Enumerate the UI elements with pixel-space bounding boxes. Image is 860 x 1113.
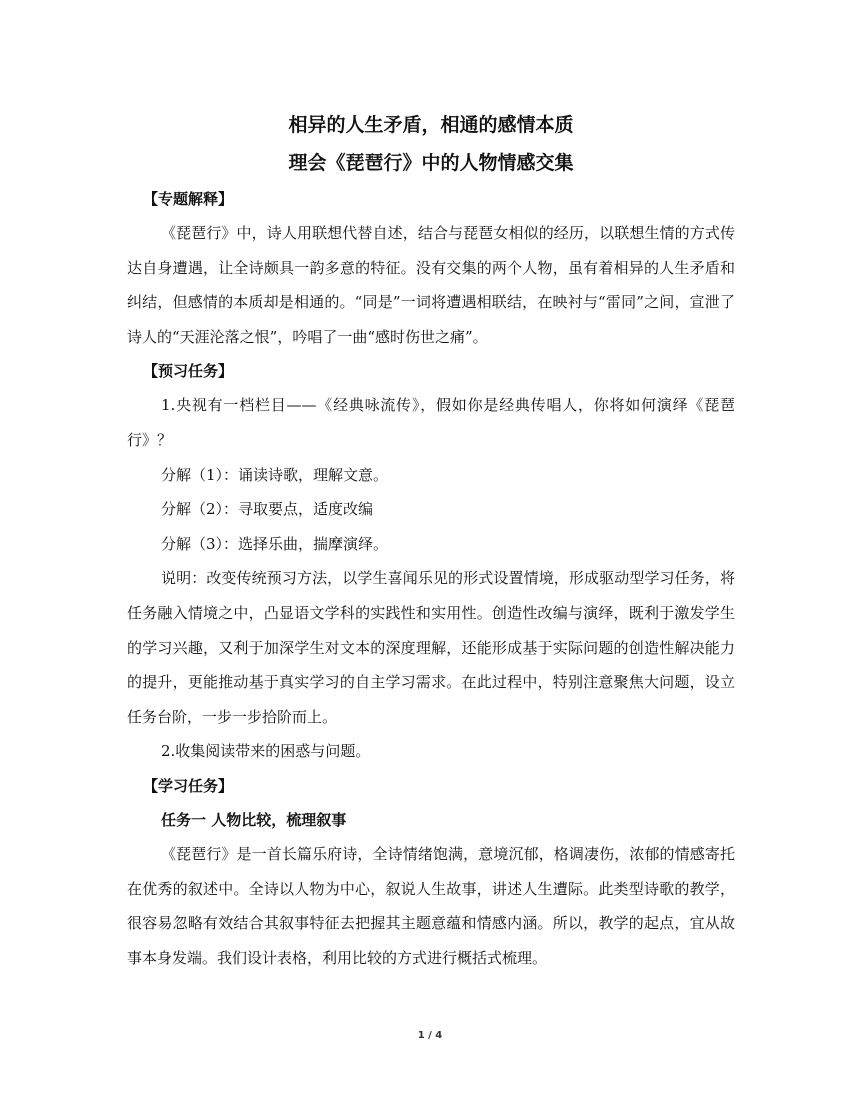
page-number: 1 / 4 <box>417 1030 443 1041</box>
preview-item-1: 1.央视有一档栏目——《经典咏流传》，假如你是经典传唱人，你将如何演绎《琵琶行》？ <box>127 396 735 449</box>
document-title: 相异的人生矛盾，相通的感情本质 <box>288 114 574 136</box>
preview-step-3: 分解（3）：选择乐曲，揣摩演绎。 <box>161 534 389 553</box>
task1-paragraph: 《琵琶行》是一首长篇乐府诗，全诗情绪饱满，意境沉郁，格调凄伤，浓郁的情感寄托在优秀的叙述中。全诗以人物为中心，叙说人生故事，讲述人生遭际。此类型诗歌的教学，很容易忽略有效结合其叙事特征去把握其主题意蕴和情感内涵。所以，教学的起点，宜从故事本身发端。我们设计表格，利用比较的方式进行概括式梳理。 <box>127 844 735 967</box>
preview-item-2: 2.收集阅读带来的困惑与问题。 <box>161 742 371 761</box>
preview-step-1: 分解（1）：诵读诗歌，理解文意。 <box>161 465 389 484</box>
document-subtitle: 理会《琵琶行》中的人物情感交集 <box>288 152 574 174</box>
preview-note-paragraph: 说明：改变传统预习方法，以学生喜闻乐见的形式设置情境，形成驱动型学习任务，将任务融入情境之中，凸显语文学科的实践性和实用性。创造性改编与演绎，既利于激发学生的学习兴趣，又利于加深学生对文本的深度理解，还能形成基于实际问题的创造性解决能力的提升，更能推动基于真实学习的自主学习需求。在此过程中，特别注意聚焦大问题，设立任务台阶，一步一步拾阶而上。 <box>127 569 735 726</box>
section-heading-learning: 【学习任务】 <box>143 776 234 795</box>
document-body <box>127 106 735 975</box>
preview-step-2: 分解（2）：寻取要点，适度改编 <box>161 500 374 519</box>
section-heading-preview: 【预习任务】 <box>143 362 234 381</box>
section-heading-explanation: 【专题解释】 <box>143 190 234 208</box>
explanation-paragraph: 《琵琶行》中，诗人用联想代替自述，结合与琵琶女相似的经历，以联想生情的方式传达自身遭遇，让全诗颇具一韵多意的特征。没有交集的两个人物，虽有着相异的人生矛盾和纠结，但感情的本质却是相通的。“同是”一词将遭遇相联结，在映衬与“雷同”之间，宣泄了诗人的“天涯沦落之恨”，吟唱了一曲“感时伤世之痛”。 <box>127 224 735 346</box>
task1-heading: 任务一 人物比较，梳理叙事 <box>161 810 347 829</box>
